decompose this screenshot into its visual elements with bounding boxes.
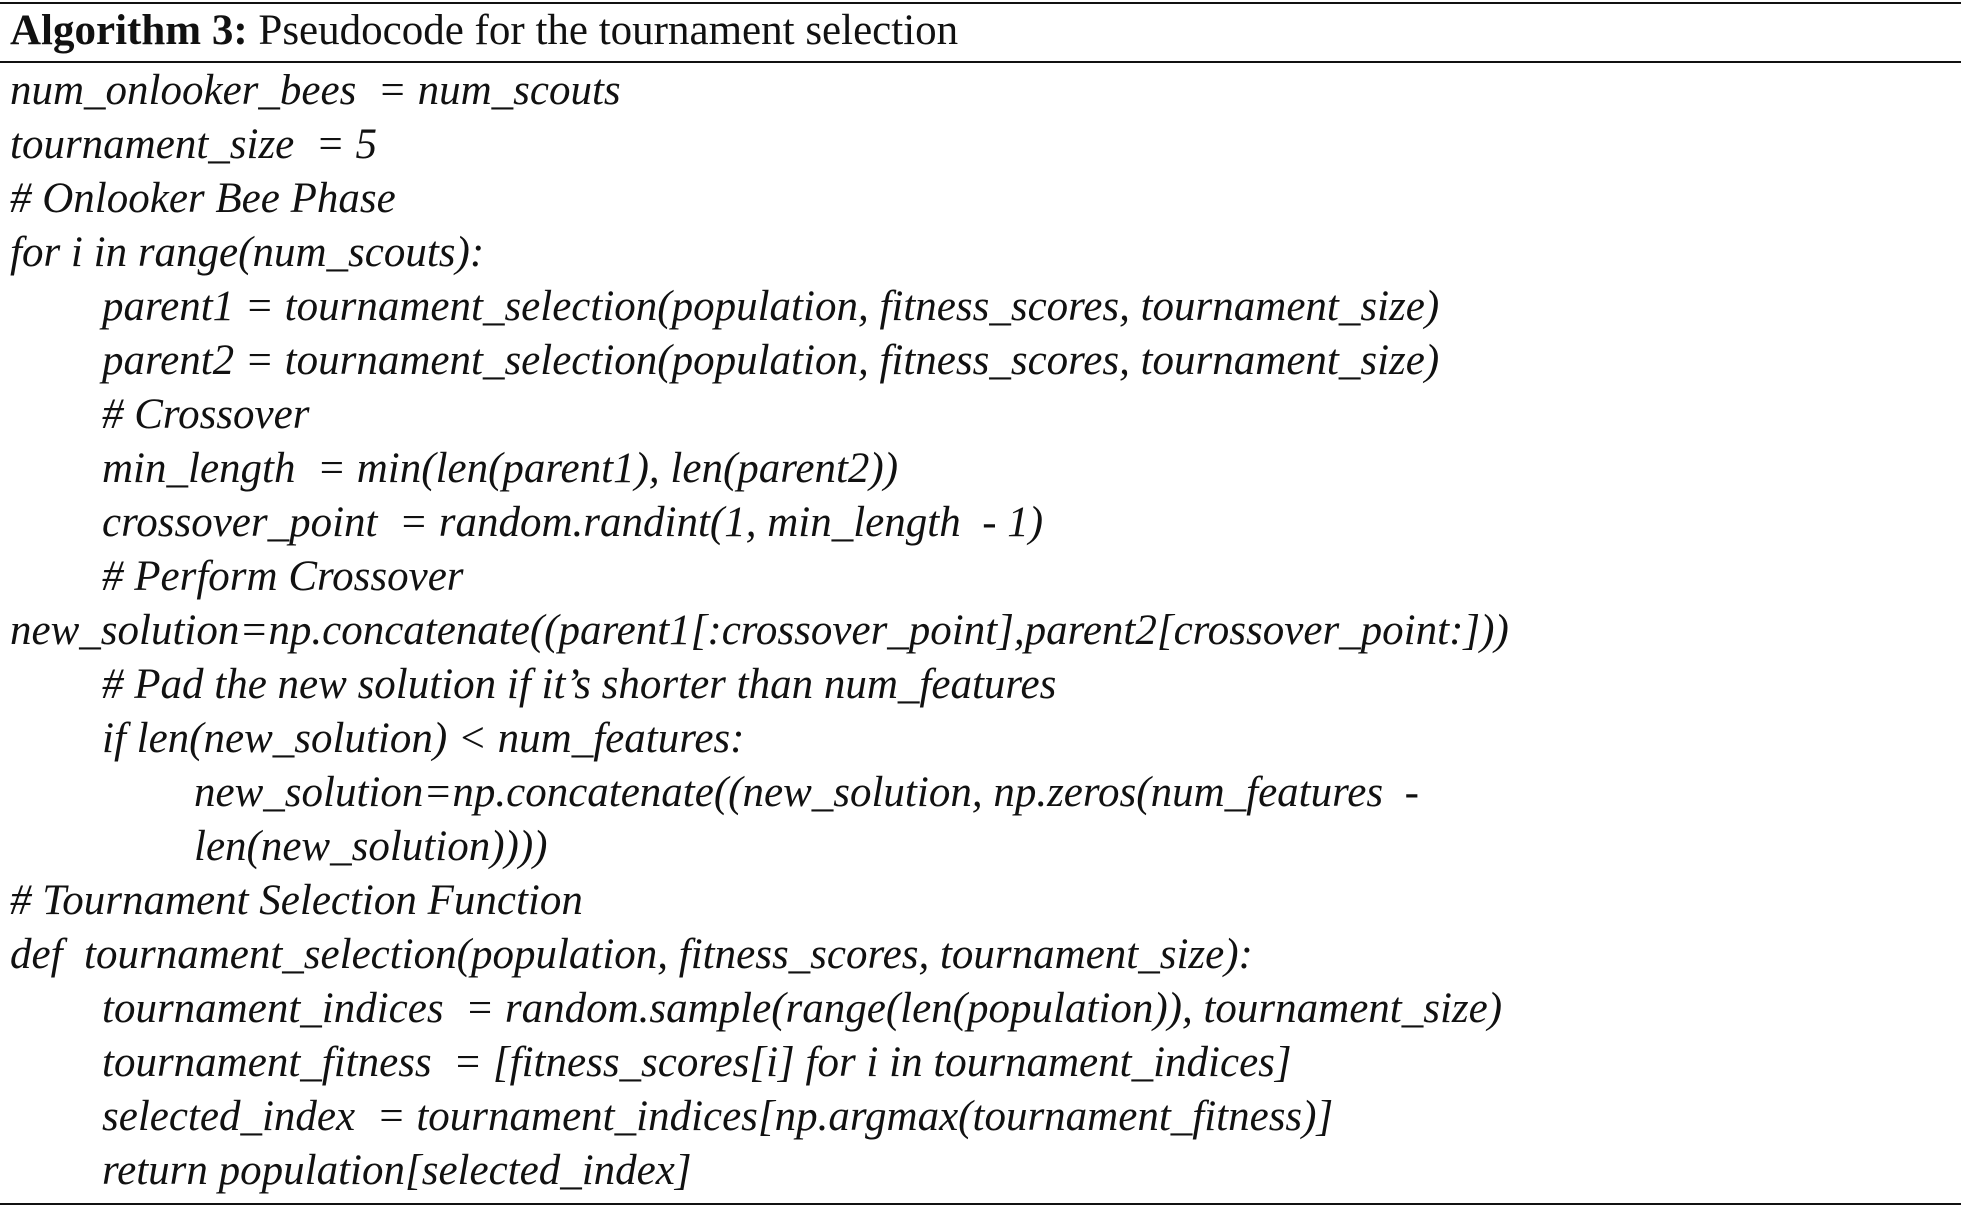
- code-line: tournament_fitness = [fitness_scores[i] for i in tournament_indices]: [102, 1039, 1292, 1086]
- algorithm-title: Pseudocode for the tournament selection: [258, 7, 959, 54]
- code-line: for i in range(num_scouts):: [10, 229, 485, 276]
- algorithm-caption: [10, 2, 958, 60]
- caption-rule: [0, 61, 1961, 63]
- code-line: tournament_indices = random.sample(range(len(population)), tournament_size): [102, 985, 1503, 1032]
- code-line: # Crossover: [102, 391, 310, 438]
- code-line: if len(new_solution) < num_features:: [102, 715, 745, 762]
- code-line: parent2 = tournament_selection(population, fitness_scores, tournament_size): [102, 337, 1440, 384]
- algorithm-label: Algorithm 3:: [10, 7, 248, 54]
- code-line: crossover_point = random.randint(1, min_length - 1): [102, 499, 1044, 546]
- code-line: # Perform Crossover: [102, 553, 464, 600]
- code-line: # Onlooker Bee Phase: [10, 175, 396, 222]
- code-line: new_solution=np.concatenate((new_solution, np.zeros(num_features -: [194, 769, 1419, 816]
- code-line: # Pad the new solution if it’s shorter than num_features: [102, 661, 1057, 708]
- code-line: selected_index = tournament_indices[np.argmax(tournament_fitness)]: [102, 1093, 1334, 1140]
- code-line: tournament_size = 5: [10, 121, 378, 168]
- code-line: def tournament_selection(population, fitness_scores, tournament_size):: [10, 931, 1253, 978]
- code-line: len(new_solution)))): [194, 823, 548, 870]
- code-line: num_onlooker_bees = num_scouts: [10, 67, 621, 114]
- code-line: # Tournament Selection Function: [10, 877, 583, 924]
- bottom-rule: [0, 1203, 1961, 1205]
- code-line: min_length = min(len(parent1), len(parent2)): [102, 445, 899, 492]
- code-line: new_solution=np.concatenate((parent1[:crossover_point],parent2[crossover_point:])): [10, 607, 1509, 654]
- code-line: parent1 = tournament_selection(population, fitness_scores, tournament_size): [102, 283, 1440, 330]
- code-line: return population[selected_index]: [102, 1147, 692, 1194]
